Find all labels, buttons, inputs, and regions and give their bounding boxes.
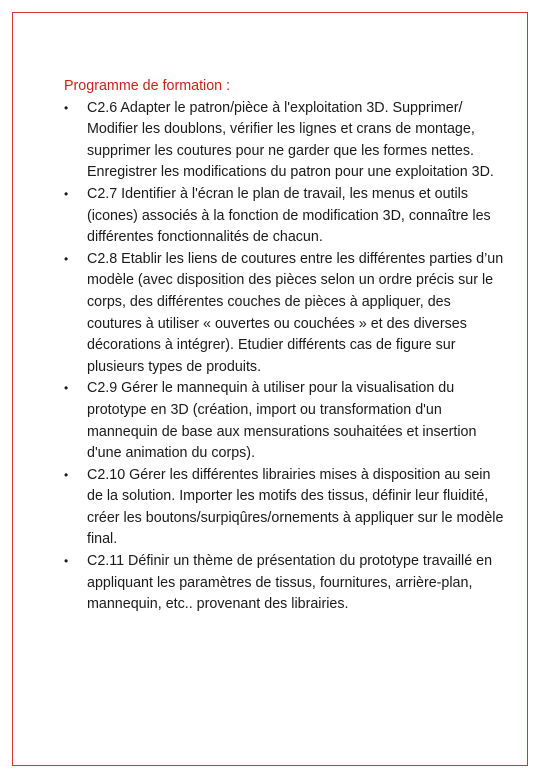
section-title: Programme de formation : (64, 78, 231, 94)
list-item-text: C2.6 Adapter le patron/pièce à l'exploitation 3D. Supprimer/ Modifier les doublons, vérifier les lignes et crans de montage, supprimer les coutures pour ne garder que les formes nettes. Enregistrer les modifications du patron pour une exploitation 3D. (87, 99, 494, 181)
bullet-icon: • (64, 100, 69, 115)
document-body (64, 76, 504, 616)
list-item (64, 249, 504, 379)
bullet-icon: • (64, 467, 69, 482)
list-item (64, 184, 504, 249)
list-item-text: C2.9 Gérer le mannequin à utiliser pour la visualisation du prototype en 3D (création, import ou transformation d'un mannequin de base aux mensurations souhaitées et insertion d'une animation du corps). (87, 380, 477, 462)
bullet-icon: • (64, 251, 69, 266)
list-item-text: C2.8 Etablir les liens de coutures entre les différentes parties d’un modèle (avec disposition des pièces selon un ordre précis sur le corps, des différentes couches de pièces à appliquer, des coutures à utiliser « ouvertes ou couchées » et des diverses décorations à intégrer). Etudier différents cas de figure sur plusieurs types de produits. (87, 250, 504, 375)
bullet-icon: • (64, 554, 69, 569)
bullet-icon: • (64, 186, 69, 201)
list-item-text: C2.11 Définir un thème de présentation du prototype travaillé en appliquant les paramètres de tissus, fournitures, arrière-plan, mannequin, etc.. provenant des librairies. (87, 553, 493, 613)
list-item (64, 378, 504, 464)
competency-list (64, 98, 504, 616)
bullet-icon: • (64, 381, 69, 396)
list-item (64, 465, 504, 551)
list-item-text: C2.7 Identifier à l'écran le plan de travail, les menus et outils (icones) associés à la fonction de modification 3D, connaître les différentes fonctionnalités de chacun. (87, 185, 491, 246)
list-item (64, 551, 504, 616)
list-item-text: C2.10 Gérer les différentes librairies mises à disposition au sein de la solution. Importer les motifs des tissus, définir leur fluidité, créer les boutons/surpiqûres/ornements à appliquer sur le modèle final. (87, 466, 504, 548)
list-item (64, 98, 504, 184)
